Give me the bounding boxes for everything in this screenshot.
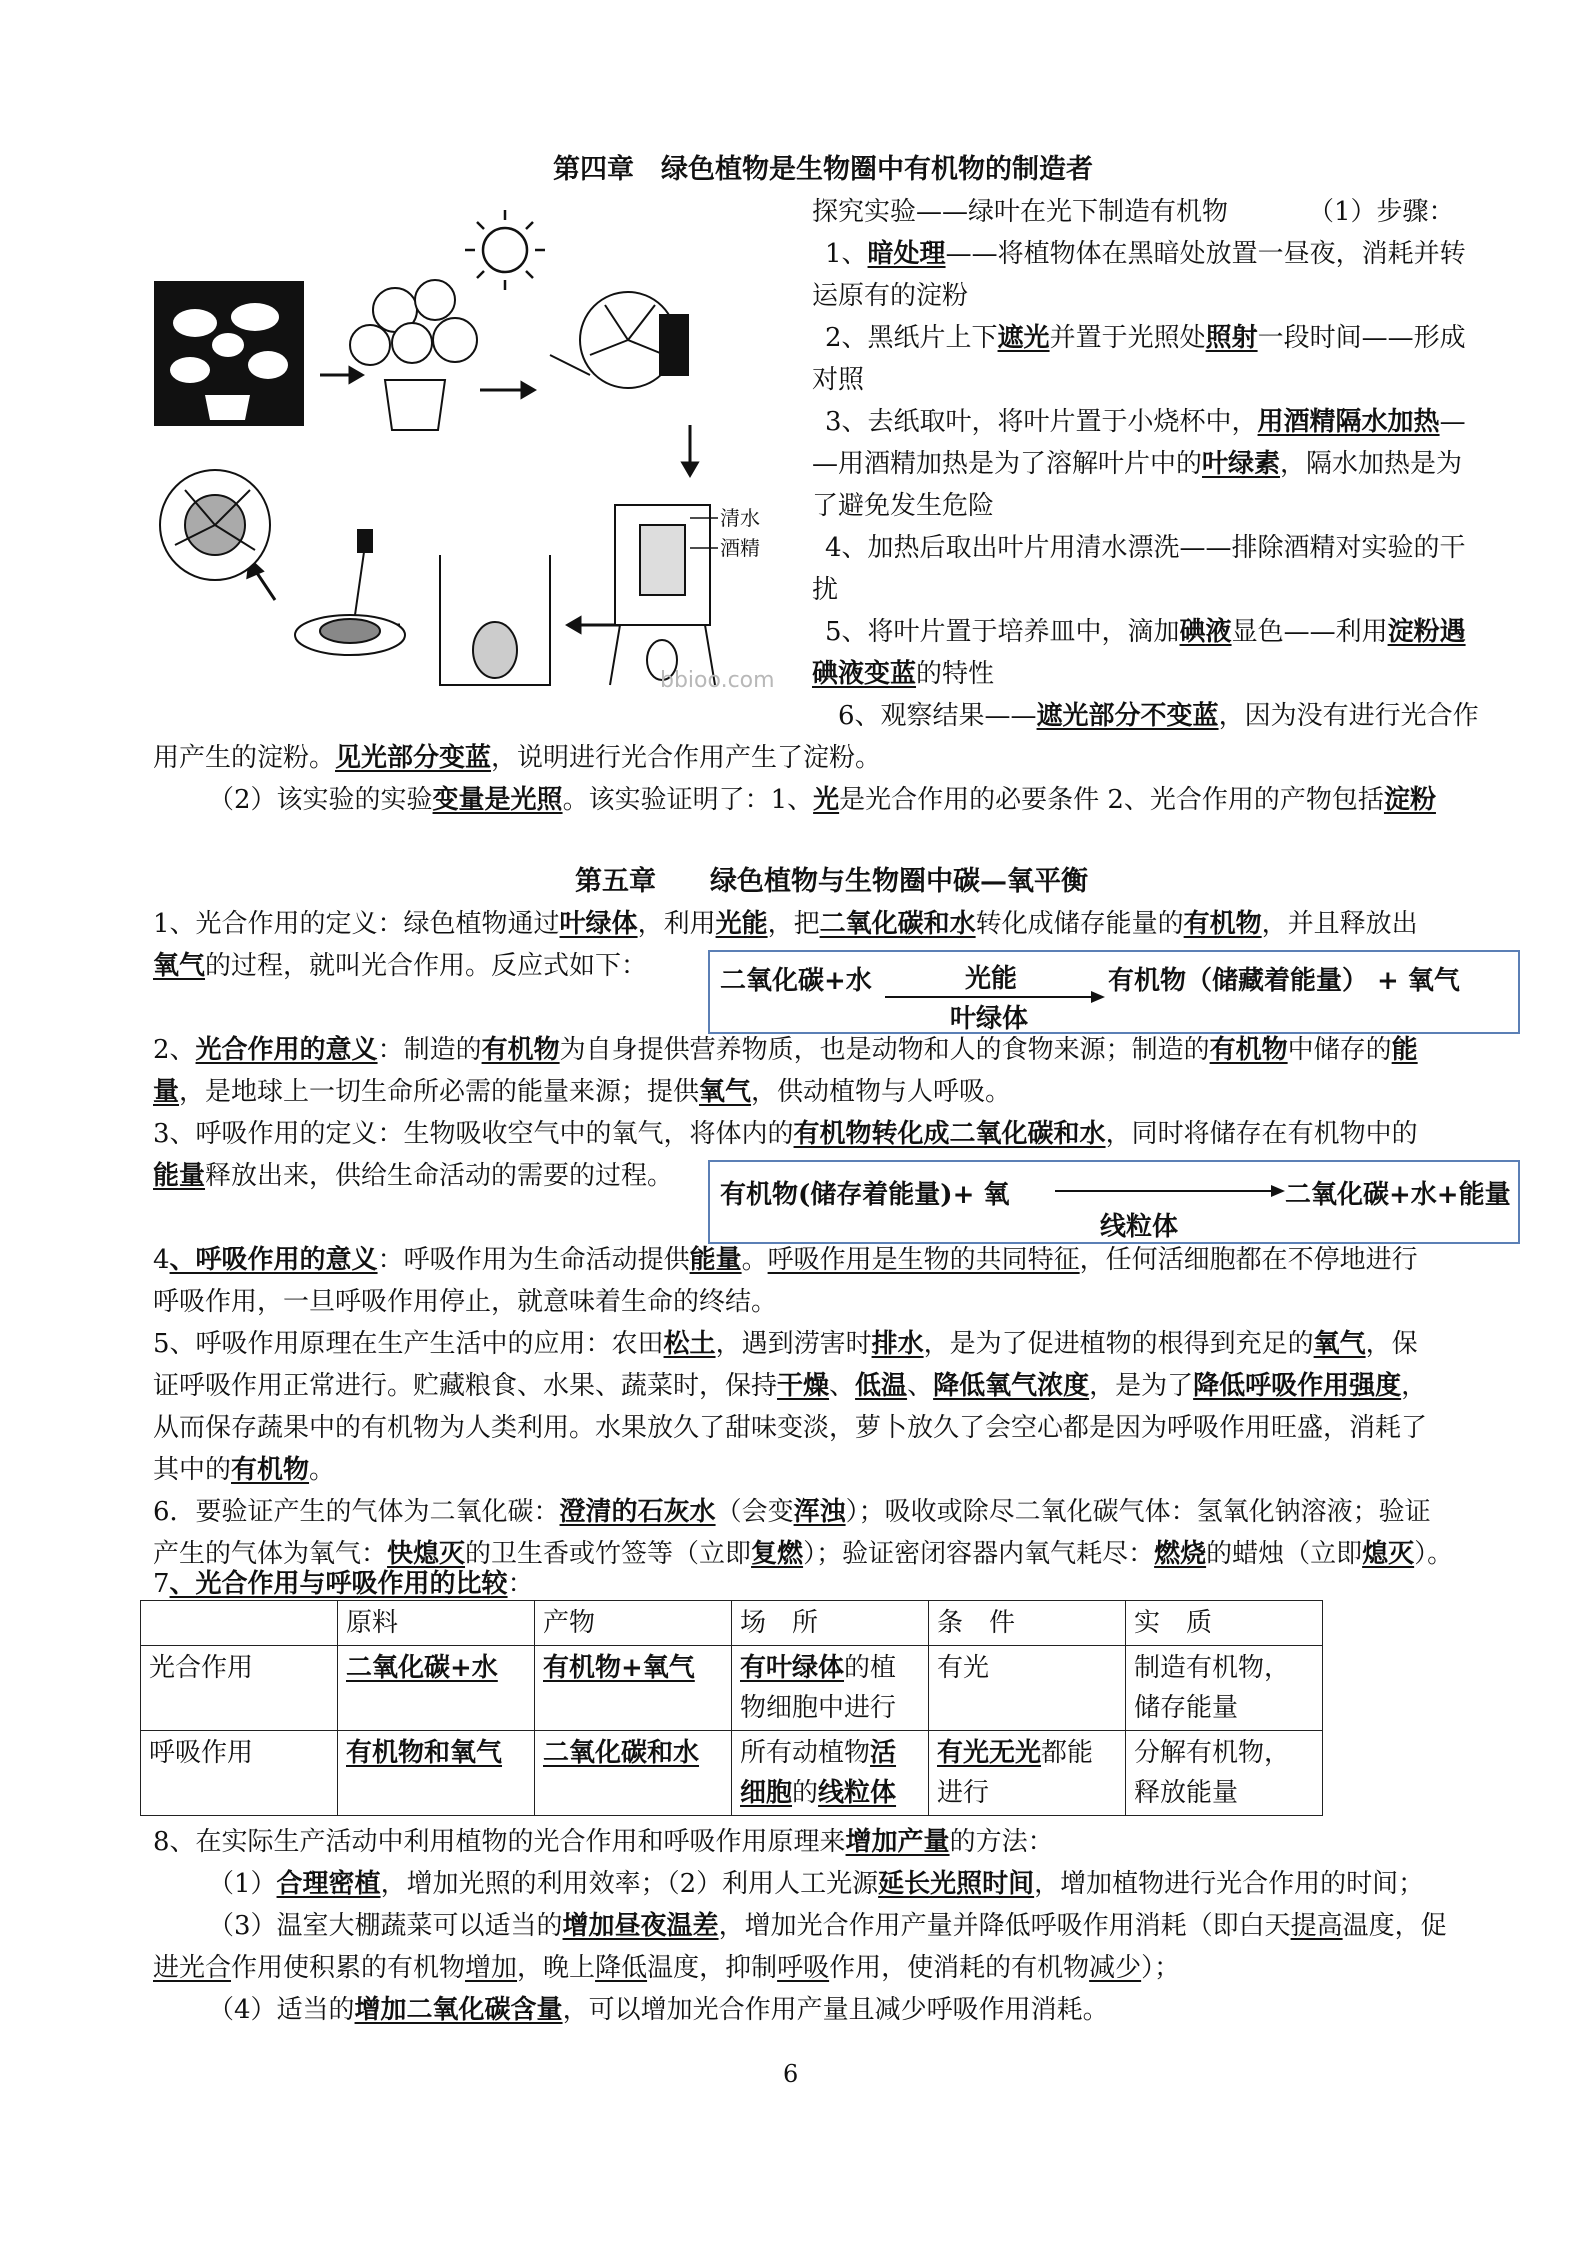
watermark: bbioo.com bbox=[660, 668, 775, 693]
table-cell: 有光无光都能 进行 bbox=[929, 1731, 1126, 1816]
item-7: 7、光合作用与呼吸作用的比较： bbox=[153, 1569, 534, 1599]
step-3-cont: —用酒精加热是为了溶解叶片中的叶绿素，隔水加热是为 bbox=[812, 449, 1463, 479]
step-5: 5、将叶片置于培养皿中，滴加碘液显色——利用淀粉遇 bbox=[825, 617, 1466, 647]
table-cell: 有机物+氧气 bbox=[535, 1646, 732, 1731]
item-5-cont: 证呼吸作用正常进行。贮藏粮食、水果、蔬菜时，保持干燥、低温、降低氧气浓度，是为了降低呼吸作用强度， bbox=[153, 1371, 1428, 1401]
item-6-cont: 产生的气体为氧气：快熄灭的卫生香或竹签等（立即复燃）；验证密闭容器内氧气耗尽：燃烧的蜡烛（立即熄灭）。 bbox=[153, 1539, 1454, 1569]
photosynthesis-equation-box bbox=[708, 950, 1520, 1034]
method-4: （4）适当的增加二氧化碳含量，可以增加光合作用产量且减少呼吸作用消耗。 bbox=[208, 1995, 1109, 2025]
item-4: 4、呼吸作用的意义：呼吸作用为生命活动提供能量。呼吸作用是生物的共同特征，任何活细胞都在不停地进行 bbox=[153, 1245, 1418, 1275]
experiment-figure bbox=[150, 205, 790, 695]
step-6: 6、观察结果——遮光部分不变蓝，因为没有进行光合作 bbox=[838, 701, 1479, 731]
item-5: 5、呼吸作用原理在生产生活中的应用：农田松土，遇到涝害时排水，是为了促进植物的根得到充足的氧气，保 bbox=[153, 1329, 1418, 1359]
eq2-products: 二氧化碳+水+能量 bbox=[1285, 1180, 1511, 1210]
step-6-cont: 用产生的淀粉。见光部分变蓝，说明进行光合作用产生了淀粉。 bbox=[153, 743, 882, 773]
item-1: 1、光合作用的定义：绿色植物通过叶绿体，利用光能，把二氧化碳和水转化成储存能量的有机物，并且释放出 bbox=[153, 909, 1418, 939]
step-3-cont2: 了避免发生危险 bbox=[812, 491, 995, 521]
step-2-cont: 对照 bbox=[812, 365, 865, 395]
respiration-equation-box bbox=[708, 1160, 1520, 1244]
potted-plant-light bbox=[350, 280, 477, 430]
step-1-cont: 运原有的淀粉 bbox=[812, 281, 969, 311]
comparison-table bbox=[140, 1600, 1323, 1816]
chapter4-title: 第四章 绿色植物是生物圈中有机物的制造者 bbox=[553, 154, 1093, 185]
label-water: 清水 bbox=[720, 506, 760, 530]
item-3-cont: 能量释放出来，供给生命活动的需要的过程。 bbox=[153, 1161, 674, 1191]
item-8: 8、在实际生产活动中利用植物的光合作用和呼吸作用原理来增加产量的方法： bbox=[153, 1827, 1054, 1857]
item-6: 6．要验证产生的气体为二氧化碳：澄清的石灰水（会变浑浊）；吸收或除尽二氧化碳气体：氢氧化钠溶液；验证 bbox=[153, 1497, 1431, 1527]
dark-treatment-plant bbox=[154, 281, 304, 426]
petri-dish-with-dropper bbox=[295, 530, 405, 655]
table-cell: 有光 bbox=[929, 1646, 1126, 1731]
method-3-cont: 进光合作用使积累的有机物增加，晚上降低温度，抑制呼吸作用，使消耗的有机物减少）； bbox=[153, 1953, 1181, 1983]
label-alcohol: 酒精 bbox=[720, 536, 760, 560]
item-1-cont: 氧气的过程，就叫光合作用。反应式如下： bbox=[153, 951, 648, 981]
table-cell: 呼吸作用 bbox=[141, 1731, 338, 1816]
table-cell: 二氧化碳+水 bbox=[338, 1646, 535, 1731]
page-number: 6 bbox=[783, 2060, 799, 2088]
beaker-with-leaf bbox=[440, 555, 550, 685]
method-1-2: （1）合理密植，增加光照的利用效率；（2）利用人工光源延长光照时间，增加植物进行光合作用的时间； bbox=[208, 1869, 1425, 1899]
table-header-cell: 场 所 bbox=[732, 1601, 929, 1646]
experiment-conclusion: （2）该实验的实验变量是光照。该实验证明了：1、光是光合作用的必要条件 2、光合作用的产物包括淀粉 bbox=[208, 785, 1436, 815]
table-header-cell: 条 件 bbox=[929, 1601, 1126, 1646]
step-5-cont: 碘液变蓝的特性 bbox=[812, 659, 995, 689]
sun-icon bbox=[465, 210, 545, 290]
experiment-intro: 探究实验——绿叶在光下制造有机物 （1）步骤： bbox=[812, 197, 1455, 227]
table-header-cell: 实 质 bbox=[1126, 1601, 1323, 1646]
table-row bbox=[141, 1646, 1323, 1731]
table-header-cell: 原料 bbox=[338, 1601, 535, 1646]
eq1-condition-top: 光能 bbox=[965, 964, 1018, 994]
leaf-with-black-paper bbox=[550, 292, 688, 388]
item-2: 2、光合作用的意义：制造的有机物为自身提供营养物质，也是动物和人的食物来源；制造的有机物中储存的能 bbox=[153, 1035, 1418, 1065]
experiment-illustration bbox=[150, 205, 790, 695]
eq2-arrow bbox=[1055, 1184, 1285, 1198]
table-cell: 有叶绿体的植 物细胞中进行 bbox=[732, 1646, 929, 1731]
method-3: （3）温室大棚蔬菜可以适当的增加昼夜温差，增加光合作用产量并降低呼吸作用消耗（即白天提高温度，促 bbox=[208, 1911, 1447, 1941]
item-2-cont: 量，是地球上一切生命所必需的能量来源；提供氧气，供动植物与人呼吸。 bbox=[153, 1077, 1012, 1107]
chapter5-title: 第五章 绿色植物与生物圈中碳—氧平衡 bbox=[575, 866, 1088, 897]
eq1-condition-bottom: 叶绿体 bbox=[950, 1004, 1029, 1034]
water-bath-apparatus bbox=[610, 505, 715, 685]
table-row bbox=[141, 1731, 1323, 1816]
table-cell: 制造有机物， 储存能量 bbox=[1126, 1646, 1323, 1731]
step-3: 3、去纸取叶，将叶片置于小烧杯中，用酒精隔水加热— bbox=[825, 407, 1466, 437]
eq1-products: 有机物（储藏着能量） + 氧气 bbox=[1108, 966, 1460, 996]
table-cell: 所有动植物活 细胞的线粒体 bbox=[732, 1731, 929, 1816]
table-cell: 光合作用 bbox=[141, 1646, 338, 1731]
table-header-cell bbox=[141, 1601, 338, 1646]
table-cell: 分解有机物， 释放能量 bbox=[1126, 1731, 1323, 1816]
table-header-row bbox=[141, 1601, 1323, 1646]
eq2-condition-bottom: 线粒体 bbox=[1100, 1212, 1179, 1242]
table-header-cell: 产物 bbox=[535, 1601, 732, 1646]
table-cell: 有机物和氧气 bbox=[338, 1731, 535, 1816]
step-1: 1、暗处理——将植物体在黑暗处放置一昼夜，消耗并转 bbox=[825, 239, 1466, 269]
step-4: 4、加热后取出叶片用清水漂洗——排除酒精对实验的干 bbox=[825, 533, 1466, 563]
eq2-reactants: 有机物(储存着能量)+ 氧 bbox=[720, 1180, 1010, 1210]
eq1-reactants: 二氧化碳+水 bbox=[720, 966, 872, 996]
result-leaf bbox=[160, 470, 270, 580]
item-5-cont3: 其中的有机物。 bbox=[153, 1455, 336, 1485]
step-2: 2、黑纸片上下遮光并置于光照处照射一段时间——形成 bbox=[825, 323, 1466, 353]
item-5-cont2: 从而保存蔬果中的有机物为人类利用。水果放久了甜味变淡，萝卜放久了会空心都是因为呼吸作用旺盛，消耗了 bbox=[153, 1413, 1428, 1443]
item-3: 3、呼吸作用的定义：生物吸收空气中的氧气，将体内的有机物转化成二氧化碳和水，同时将储存在有机物中的 bbox=[153, 1119, 1418, 1149]
table-cell: 二氧化碳和水 bbox=[535, 1731, 732, 1816]
item-4-cont: 呼吸作用，一旦呼吸作用停止，就意味着生命的终结。 bbox=[153, 1287, 778, 1317]
step-4-cont: 扰 bbox=[812, 575, 839, 605]
